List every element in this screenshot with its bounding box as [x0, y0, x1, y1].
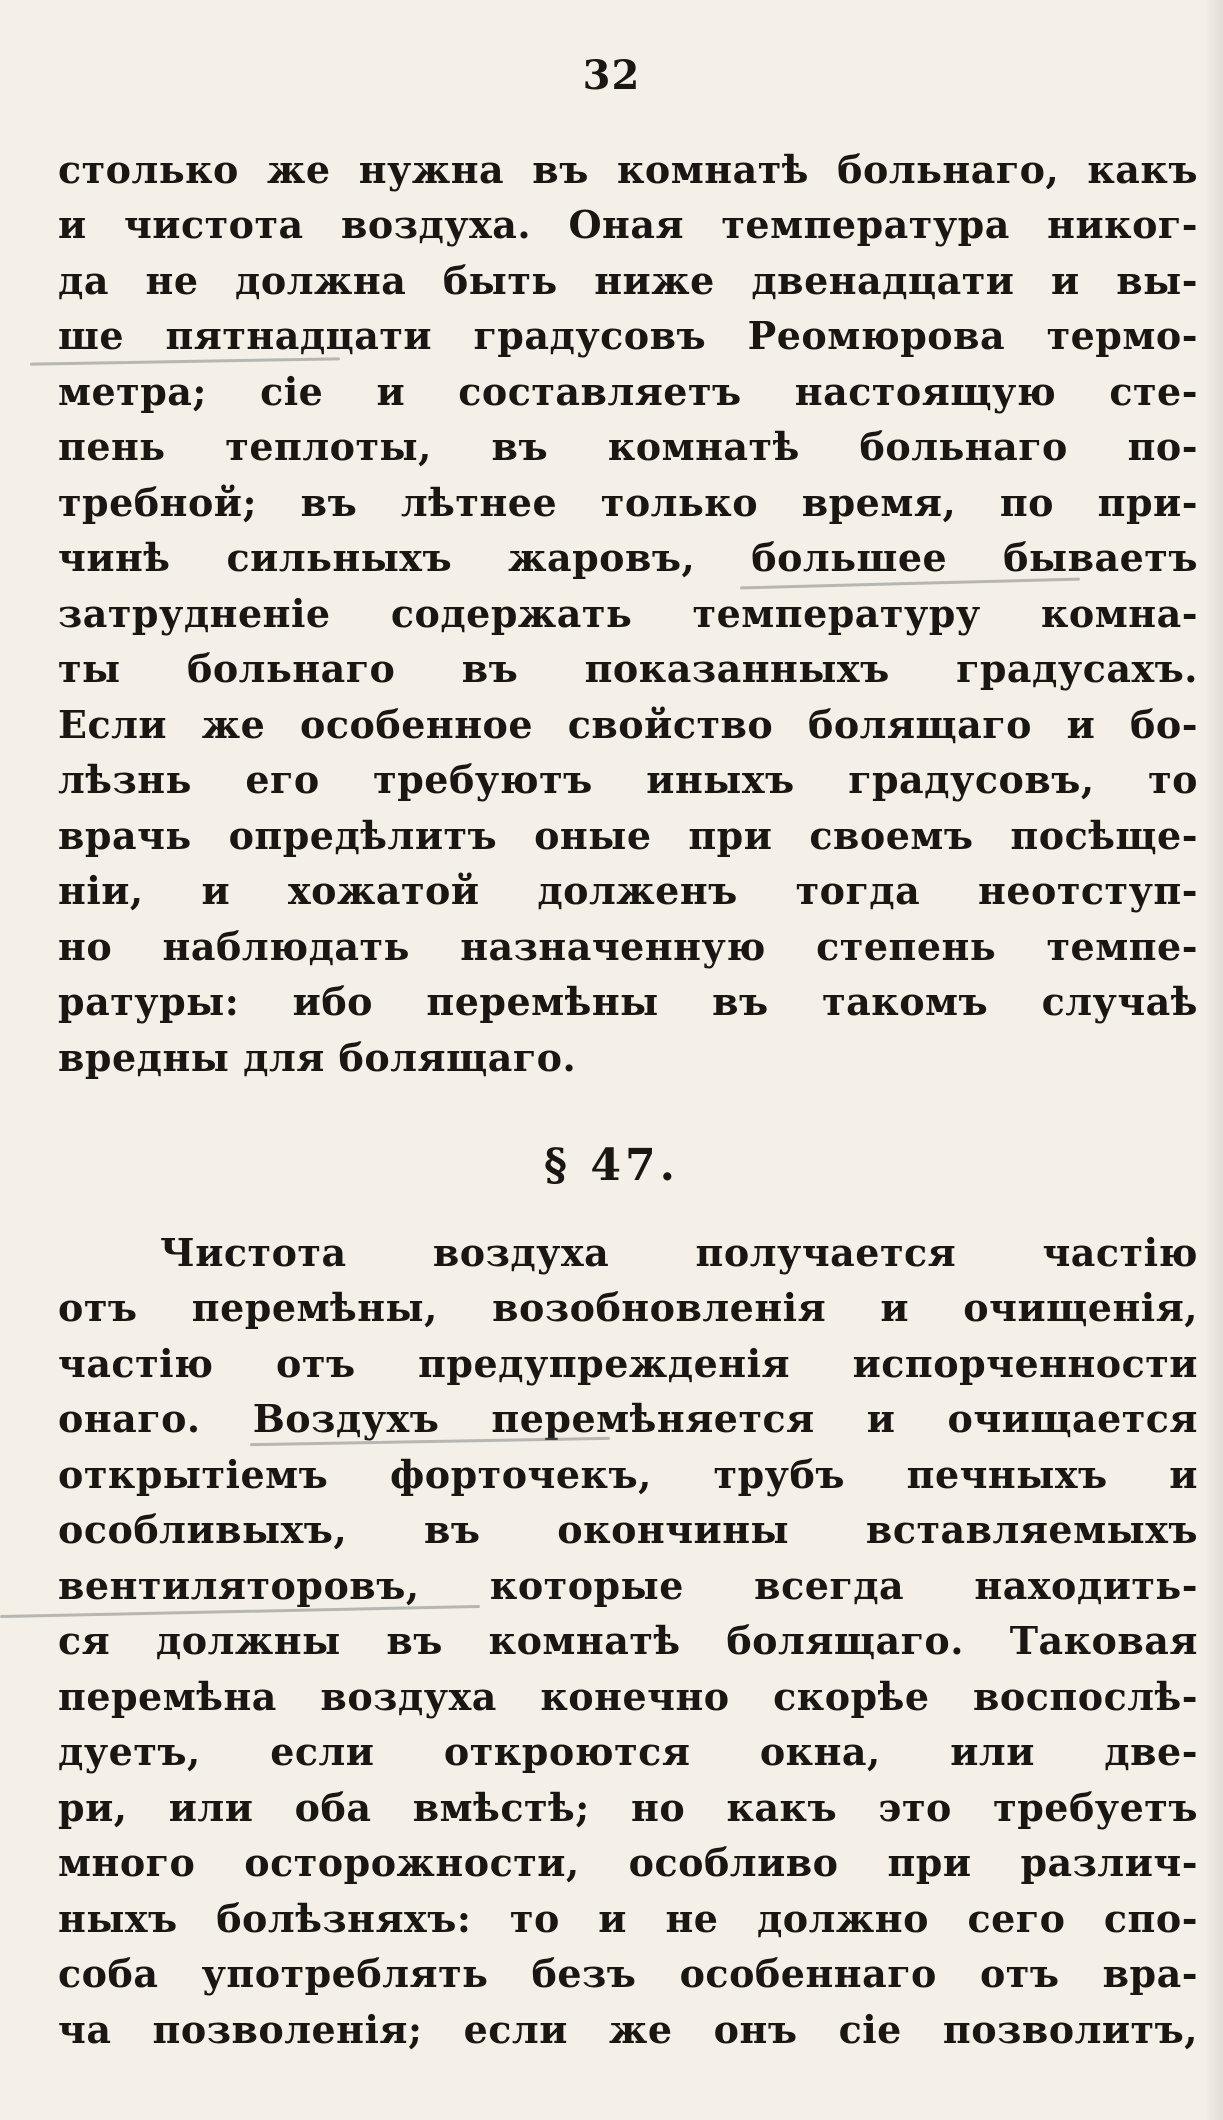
text-line: ратуры: ибо перемѣны въ такомъ случаѣ: [58, 979, 1198, 1024]
text-line: ча позволенія; если же онъ сіе позволитъ,: [58, 2007, 1198, 2052]
text-line: столько же нужна въ комнатѣ больнаго, какъ: [58, 147, 1198, 192]
text-line: Если же особенное свойство болящаго и бо-: [58, 702, 1198, 747]
text-line: Чистота воздуха получается частію: [160, 1230, 1198, 1275]
text-line: соба употреблять безъ особеннаго отъ вра-: [58, 1951, 1198, 1996]
text-line: отъ перемѣны, возобновленія и очищенія,: [58, 1285, 1198, 1330]
text-line: затрудненіе содержать температуру комна-: [58, 591, 1198, 636]
text-line: ри, или оба вмѣстѣ; но какъ это требуетъ: [58, 1785, 1198, 1830]
text-line: чинѣ сильныхъ жаровъ, большее бываетъ: [58, 535, 1198, 580]
text-line: требной; въ лѣтнее только время, по при-: [58, 480, 1198, 525]
text-line: много осторожности, особливо при различ-: [58, 1840, 1198, 1885]
text-line: пень теплоты, въ комнатѣ больнаго по-: [58, 424, 1198, 469]
text-line: вредны для болящаго.: [58, 1035, 577, 1080]
text-line: лѣзнь его требуютъ иныхъ градусовъ, то: [58, 757, 1198, 802]
text-line: но наблюдать назначенную степень темпе-: [58, 924, 1198, 969]
text-line: ныхъ болѣзняхъ: то и не должно сего спо-: [58, 1896, 1198, 1941]
page-edge-shadow: [1205, 0, 1223, 2120]
text-line: открытіемъ форточекъ, трубъ печныхъ и: [58, 1452, 1198, 1497]
text-line: особливыхъ, въ окончины вставляемыхъ: [58, 1507, 1198, 1552]
text-line: ты больнаго въ показанныхъ градусахъ.: [58, 646, 1198, 691]
text-line: вентиляторовъ, которые всегда находить-: [58, 1563, 1198, 1608]
section-heading: § 47.: [544, 1140, 679, 1191]
text-line: ся должны въ комнатѣ болящаго. Таковая: [58, 1618, 1198, 1663]
text-line: ше пятнадцати градусовъ Реомюрова термо-: [58, 313, 1198, 358]
text-line: онаго. Воздухъ перемѣняется и очищается: [58, 1396, 1198, 1441]
text-line: дуетъ, если откроются окна, или две-: [58, 1729, 1198, 1774]
text-line: ніи, и хожатой долженъ тогда неотступ-: [58, 868, 1198, 913]
page-number: 32: [582, 52, 641, 99]
text-line: врачь опредѣлитъ оные при своемъ посѣще-: [58, 813, 1198, 858]
text-line: да не должна быть ниже двенадцати и вы-: [58, 258, 1198, 303]
text-line: перемѣна воздуха конечно скорѣе воспослѣ-: [58, 1674, 1198, 1719]
text-line: метра; сіе и составляетъ настоящую сте-: [58, 369, 1198, 414]
text-line: частію отъ предупрежденія испорченности: [58, 1341, 1198, 1386]
text-line: и чистота воздуха. Оная температура никог-: [58, 202, 1198, 247]
